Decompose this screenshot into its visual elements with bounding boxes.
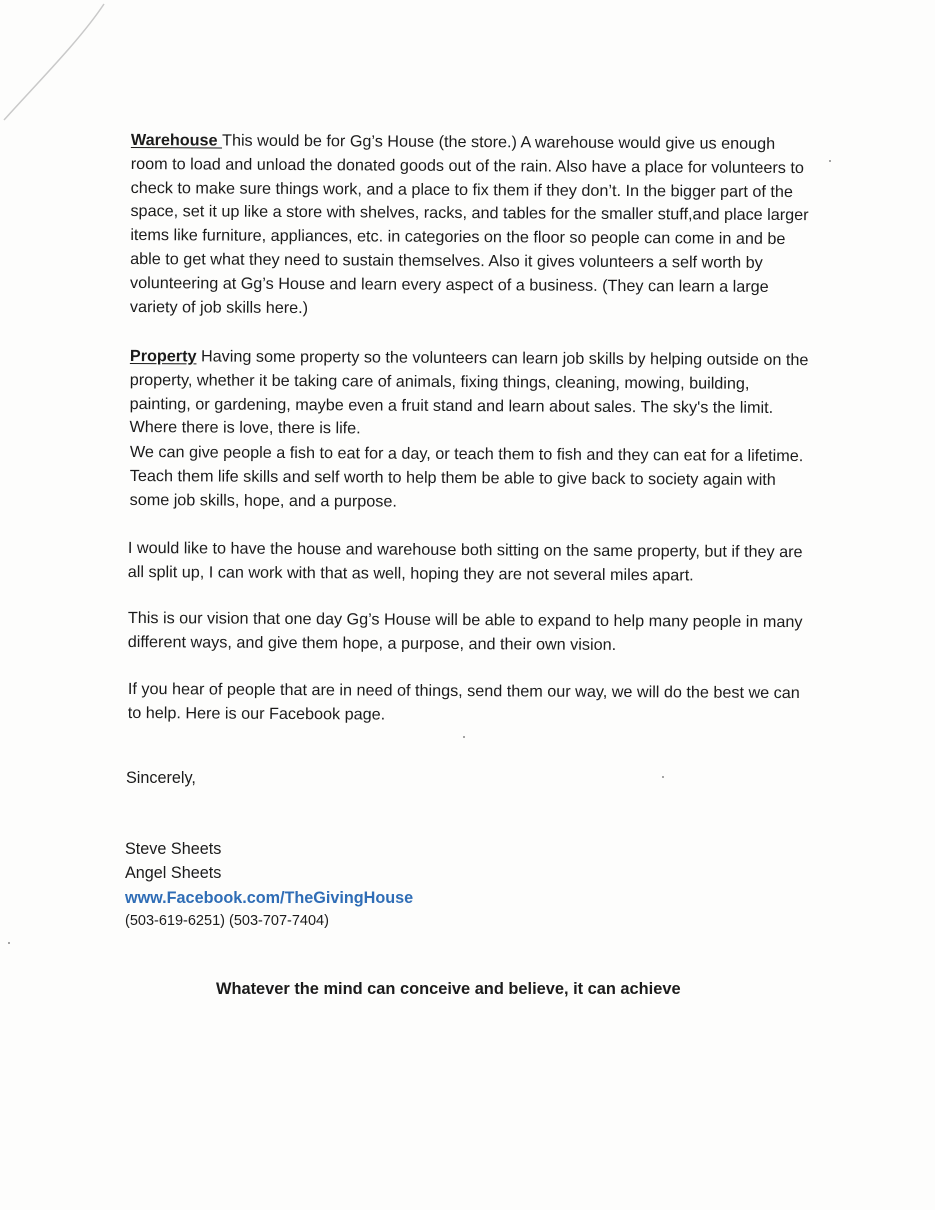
signature-steve-sheets: Steve Sheets	[125, 840, 222, 858]
help-paragraph: If you hear of people that are in need of things, send them our way, we will do the best we can to help. Here is our Facebook page.	[127, 679, 800, 724]
motto-quote: Whatever the mind can conceive and believe, it can achieve	[216, 980, 681, 998]
property-paragraph	[129, 345, 812, 444]
page-corner-fold-mark	[0, 0, 110, 130]
warehouse-heading: Warehouse	[130, 130, 223, 150]
closing-salutation: Sincerely,	[126, 769, 196, 787]
warehouse-text: This would be for Gg’s House (the store.) A warehouse would give us enough room to load and unload the donated goods out of the rain. Also have a place for volunteers to check to make sure things work, and a place to fix them if they don’t. In the bigger part of the space, set it up like a store with shelves, racks, and tables for the smaller stuff,and place larger items like furniture, appliances, etc. in categories on the floor so people can come in and be able to get what they need to sustain themselves. Also it gives volunteers a self worth by volunteering at Gg’s House and learn every aspect of a business. (They can learn a large variety of job skills here.)	[129, 131, 809, 317]
property-text: Having some property so the volunteers can learn job skills by helping outside on the property, whether it be taking care of animals, fixing things, cleaning, mowing, building, painting, or gardening, maybe even a fruit stand and learn about sales. The sky's the limit. Where there is love, there is life.	[129, 347, 809, 438]
fish-paragraph: We can give people a fish to eat for a day, or teach them to fish and they can eat for a lifetime. Teach them life skills and self worth to help them be able to give back to society again with some job skills, hope, and a purpose.	[129, 442, 804, 511]
signature-angel-sheets: Angel Sheets	[125, 864, 222, 882]
scan-speck	[8, 942, 10, 944]
facebook-link[interactable]: www.Facebook.com/TheGivingHouse	[125, 889, 414, 907]
warehouse-paragraph	[130, 129, 813, 324]
scan-speck	[829, 160, 831, 162]
scan-speck	[662, 776, 664, 778]
property-heading: Property	[129, 346, 197, 366]
vision-paragraph: This is our vision that one day Gg’s House will be able to expand to help many people in many different ways, and give them hope, a purpose, and their own vision.	[127, 608, 803, 654]
house-warehouse-paragraph: I would like to have the house and warehouse both sitting on the same property, but if they are all split up, I can work with that as well, hoping they are not several miles apart.	[127, 538, 803, 585]
phone-numbers: (503-619-6251) (503-707-7404)	[125, 913, 329, 929]
scan-speck	[463, 736, 465, 738]
